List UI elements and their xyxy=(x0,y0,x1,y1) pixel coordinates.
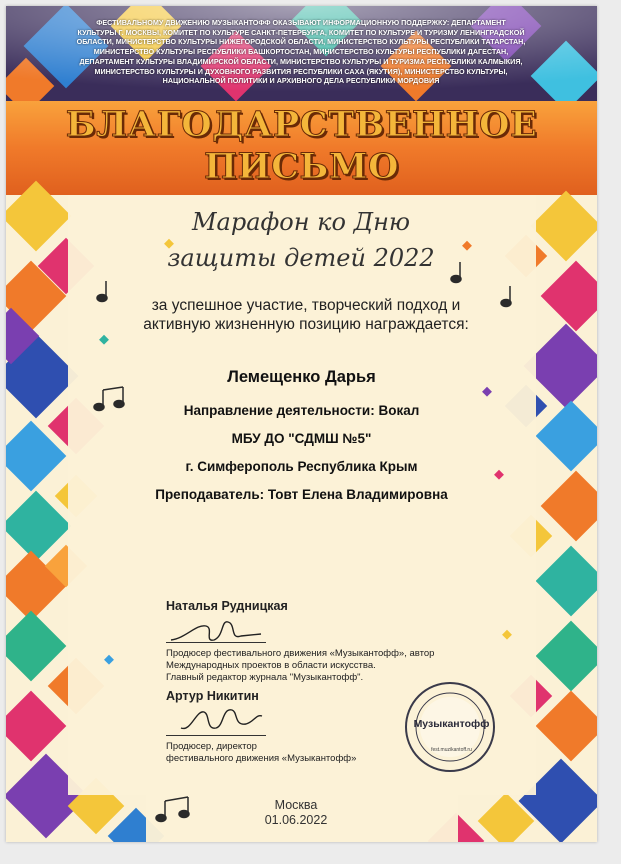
event-name xyxy=(146,204,456,276)
stamp-url: fest.muzikantoff.ru xyxy=(431,747,472,753)
date: 01.06.2022 xyxy=(264,813,328,827)
signer2-signature-line xyxy=(166,735,266,736)
signer2-desc-line2: фестивального движения «Музыкантофф» xyxy=(166,753,357,764)
signer2-description xyxy=(166,741,356,765)
event-name-line2: защиты детей 2022 xyxy=(167,244,435,272)
teacher-line: Преподаватель: Товт Елена Владимировна xyxy=(155,487,448,502)
certificate-title-line2: ПИСЬМО xyxy=(203,146,400,187)
recipient-name: Лемещенко Дарья xyxy=(227,368,376,386)
signer1-desc-line2: Международных проектов в области искусства. xyxy=(166,660,376,671)
award-reason-line1: за успешное участие, творческий подход и xyxy=(151,297,461,314)
place: Москва xyxy=(274,798,318,812)
signer1-signature-line xyxy=(166,642,266,643)
award-reason-line2: активную жизненную позицию награждается: xyxy=(143,316,469,333)
stamp-label: Музыкантофф xyxy=(413,718,490,730)
award-reason xyxy=(126,296,486,334)
event-name-line1: Марафон ко Дню xyxy=(191,208,411,236)
signer1-description xyxy=(166,648,434,684)
direction-line: Направление деятельности: Вокал xyxy=(183,403,420,418)
certificate-sheet xyxy=(6,6,597,842)
signer1-name: Наталья Рудницкая xyxy=(166,599,288,613)
place-date xyxy=(236,798,356,828)
signer2-signature xyxy=(176,704,266,736)
school-line: МБУ ДО "СДМШ №5" xyxy=(231,431,372,446)
signer1-desc-line3: Главный редактор журнала "Музыкантофф". xyxy=(166,672,364,683)
signer2-desc-line1: Продюсер, директор xyxy=(166,741,257,752)
support-organizations-text: ФЕСТИВАЛЬНОМУ ДВИЖЕНИЮ МУЗЫКАНТОФФ ОКАЗЫВАЮТ ИНФОРМАЦИОННУЮ ПОДДЕРЖКУ: ДЕПАРТАМЕНТ КУЛЬТУРЫ Г. МОСКВЫ, КОМИТЕТ ПО КУЛЬТУРЕ САНКТ-ПЕТЕРБУРГА, КОМИТЕТ ПО КУЛЬТУРЕ И ТУРИЗМУ ЛЕНИНГРАДСКОЙ ОБЛАСТИ, МИНИСТЕРСТВО КУЛЬТУРЫ НИЖЕГОРОДСКОЙ ОБЛАСТИ, МИНИСТЕРСТВО КУЛЬТУРЫ РЕСПУБЛИКИ ТАТАРСТАН, МИНИСТЕРСТВО КУЛЬТУРЫ РЕСПУБЛИКИ БАШКОРТОСТАН, МИНИСТЕРСТВО КУЛЬТУРЫ РЕСПУБЛИКИ ДАГЕСТАН, ДЕПАРТАМЕНТ КУЛЬТУРЫ ВЛАДИМИРСКОЙ ОБЛАСТИ, МИНИСТЕРСТВО КУЛЬТУРЫ И ТУРИЗМА РЕСПУБЛИКИ КАЛМЫКИЯ, МИНИСТЕРСТВО КУЛЬТУРЫ И ДУХОВНОГО РАЗВИТИЯ РЕСПУБЛИКИ САХА (ЯКУТИЯ), МИНИСТЕРСТВО КУЛЬТУРЫ, НАЦИОНАЛЬНОЙ ПОЛИТИКИ И АРХИВНОГО ДЕЛА РЕСПУБЛИКИ МОРДОВИЯ xyxy=(76,18,526,86)
signer1-desc-line1: Продюсер фестивального движения «Музыкантофф», автор xyxy=(166,648,435,659)
signer2-name: Артур Никитин xyxy=(166,689,259,703)
city-region-line: г. Симферополь Республика Крым xyxy=(185,459,418,474)
certificate-title-line1: БЛАГОДАРСТВЕННОЕ xyxy=(65,104,538,145)
